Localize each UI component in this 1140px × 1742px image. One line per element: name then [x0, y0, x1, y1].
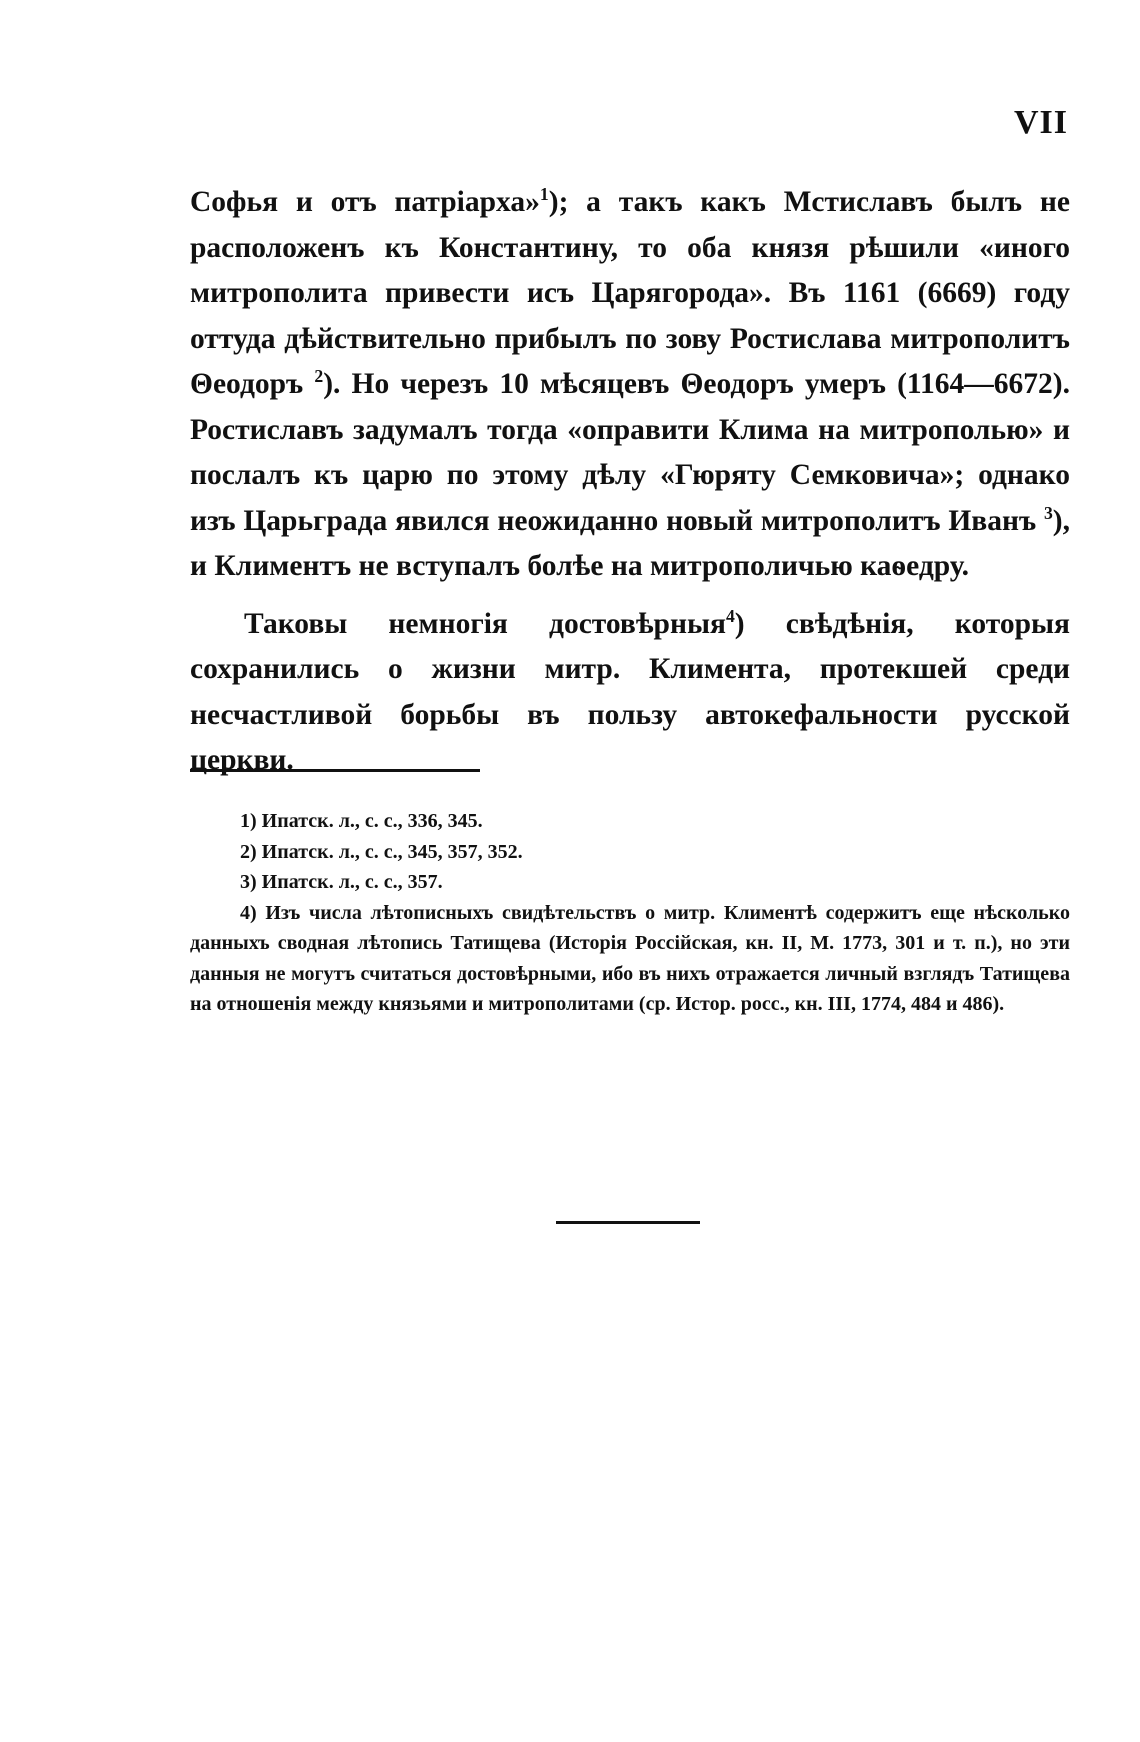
- paragraph-1-text-b: ); а такъ какъ Мстиславъ былъ не расположенъ къ Константину, то оба князя рѣшили «иного митрополита привести исъ Царягорода». Въ 1161 (6669) году оттуда дѣйствительно прибылъ по зову Ростислава митрополитъ Θеодоръ: [190, 186, 1071, 400]
- paragraph-2-text-b: ) свѣдѣнія, которыя сохранились о жизни митр. Климента, протекшей среди несчастливой борьбы въ пользу автокефальности русской церкви.: [190, 607, 1070, 776]
- footnote-ref-3: 3: [1043, 502, 1053, 523]
- paragraph-1: [190, 180, 1070, 590]
- footnote-3: 3) Ипатск. л., с. с., 357.: [240, 871, 443, 893]
- footnote-1: 1) Ипатск. л., с. с., 336, 345.: [240, 810, 483, 832]
- paragraph-1-text-d: ), и Климентъ не вступалъ болѣе на митрополичью каѳедру.: [190, 504, 1070, 582]
- main-text: [190, 180, 1070, 784]
- footnote-ref-4: 4: [725, 605, 735, 626]
- footnotes: [190, 806, 1070, 1020]
- paragraph-2: [190, 602, 1070, 784]
- footnote-divider: [190, 769, 480, 772]
- footnote-ref-1: 1: [539, 184, 549, 205]
- paragraph-1-text-a: Софья и отъ патріарха»: [190, 186, 540, 218]
- paragraph-2-text-a: Таковы немногія достовѣрныя: [244, 607, 726, 640]
- end-divider: [556, 1221, 700, 1224]
- footnote-2: 2) Ипатск. л., с. с., 345, 357, 352.: [240, 840, 523, 863]
- page-number: VII: [1013, 104, 1068, 141]
- footnote-4: 4) Изъ числа лѣтописныхъ свидѣтельствъ о митр. Климентѣ содержитъ еще нѣсколько данныхъ сводная лѣтопись Татищева (Исторія Россійская, кн. II, М. 1773, 301 и т. п.), но эти данныя не могутъ считаться достовѣрными, ибо въ нихъ отражается личный взглядъ Татищева на отношенія между князьями и митрополитами (ср. Истор. росс., кн. III, 1774, 484 и 486).: [190, 901, 1070, 1015]
- footnote-ref-2: 2: [314, 366, 324, 387]
- paragraph-1-text-c: ). Но черезъ 10 мѣсяцевъ Θеодоръ умеръ (1164—6672). Ростиславъ задумалъ тогда «оправити Клима на митрополью» и послалъ къ царю по этому дѣлу «Гюряту Семковича»; однако изъ Царьграда явился неожиданно новый митрополитъ Иванъ: [190, 368, 1071, 537]
